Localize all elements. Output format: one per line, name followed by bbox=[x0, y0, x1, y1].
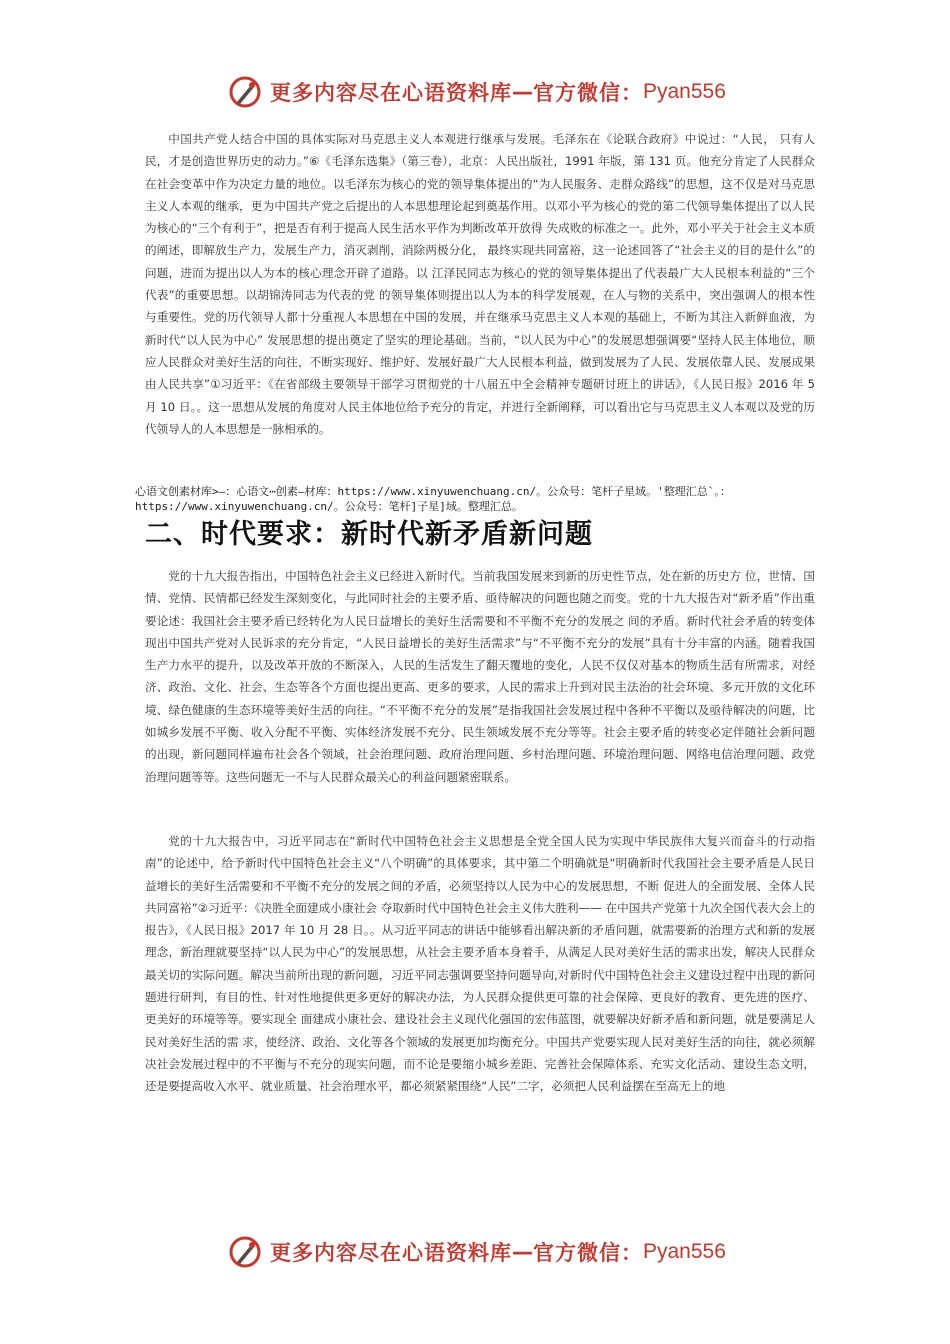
section-heading: 二、时代要求：新时代新矛盾新问题 bbox=[145, 519, 593, 550]
banner-title: 更多内容尽在心语资料库 bbox=[270, 80, 512, 105]
banner-separator: — bbox=[512, 1240, 533, 1264]
pen-circle-logo-icon bbox=[228, 1235, 262, 1269]
body-paragraph-3: 党的十九大报告中，习近平同志在“新时代中国特色社会主义思想是全党全国人民为实现中华民族伟大复兴而奋斗的行动指南”的论述中，给予新时代中国特色社会主义“八个明确”的具体要求，其中第二个明确就是“明确新时代我国社会主要矛盾是人民日益增长的美好生活需要和不平衡不充分的发展之间的矛盾，必须坚持以人民为中心的发展思想，不断 促进人的全面发展、全体人民共同富裕”②习近平：《决胜全面建成小康社会 夺取新时代中国特色社会主义伟大胜利—— 在中国共产党第十九次全国代表大会上的报告》，《人民日报》2017 年 10 月 28 日。。从习近平同志的讲话中能够看出解决新的矛盾问题，就需要新的治理方式和新的发展理念，新治理就要坚持“以人民为中心”的发展思想，从社会主要矛盾本身着手，从满足人民对美好生活的需求出发，解决人民群众最关切的实际问题。解决当前所出现的新问题，习近平同志强调要坚持问题导向,对新时代中国特色社会主义建设过程中出现的新问题进行研判，有目的性、针对性地提供更多更好的解决办法，为人民群众提供更可靠的社会保障、更良好的教育、更先进的医疗、更美好的环境等等。要实现全 面建成小康社会、建设社会主义现代化强国的宏伟蓝图，就要解决好新矛盾和新问题，就是要满足人民对美好生活的需 求，使经济、政治、文化等各个领域的发展更加均衡充分。中国共产党要实现人民对美好生活的向往，就必须解决社会发展过程中的不平衡与不充分的现实问题，而不论是要缩小城乡差距、完善社会保障体系、充实文化活动、建设生态文明，还是要提高收入水平、就业质量、社会治理水平，都必须紧紧围绕“人民”二字，必须把人民利益摆在至高无上的地 bbox=[145, 834, 815, 1094]
body-paragraph-2: 党的十九大报告指出，中国特色社会主义已经进入新时代。当前我国发展来到新的历史性节点，处在新的历史方 位，世情、国情、党情、民情都已经发生深刻变化，与此同时社会的主要矛盾、亟待解决的问题也随之而变。党的十九大报告对“新矛盾”作出重要论述：我国社会主要矛盾已经转化为人民日益增长的美好生活需要和不平衡不充分的发展之 间的矛盾。新时代社会矛盾的转变体现出中国共产党对人民诉求的充分肯定，“人民日益增长的美好生活需求”与“不平衡不充分的发展”具有十分丰富的内涵。随着我国生产力水平的提升，以及改革开放的不断深入，人民的生活发生了翻天覆地的变化，人民不仅仅对基本的物质生活有所需求，对经济、政治、文化、社会、生态等各个方面也提出更高、更多的要求，人民的需求上升到对民主法治的社会环境、多元开放的文化环境、绿色健康的生态环境等美好生活的向往。“不平衡不充分的发展”是指我国社会发展过程中各种不平衡以及亟待解决的问题，比如城乡发展不平衡、收入分配不平衡、实体经济发展不充分、民生领域发展不充分等等。社会主要矛盾的转变必定伴随社会新问题的出现，新问题同样遍布社会各个领域，社会治理问题、政府治理问题、乡村治理问题、环境治理问题、网络电信治理问题、政党治理问题等等。这些问题无一不与人民群众最关心的利益问题紧密联系。 bbox=[145, 569, 815, 784]
banner-wechat-id: Pyan556 bbox=[643, 1240, 726, 1263]
banner-label: 官方微信： bbox=[533, 1240, 643, 1265]
pen-circle-logo-icon bbox=[228, 75, 262, 109]
source-note: 心语文创素材库>—：心语文⋯创素—材库：https://www.xinyuwenchuang.cn/。公众号：笔杆子星域。'整理汇总`。：https://www.xinyuwenchuang.cn/。公众号：笔杆]子星]域。整理汇总。 bbox=[135, 485, 731, 513]
footer-banner bbox=[228, 1232, 728, 1272]
header-banner bbox=[228, 72, 728, 112]
body-paragraph-1: 中国共产党人结合中国的具体实际对马克思主义人本观进行继承与发展。毛泽东在《论联合政府》中说过：“人民， 只有人民，才是创造世界历史的动力。”⑥《毛泽东选集》（第三卷），北京：人民出版社，1991 年版，第 131 页。他充分肯定了人民群众在社会变革中作为决定力量的地位。以毛泽东为核心的党的领导集体提出的“为人民服务、走群众路线”的思想，这不仅是对马克思主义人本观的继承，更为中国共产党之后提出的人本思想理论起到奠基作用。以邓小平为核心的党的第二代领导集体提出了以人民为核心的“三个有利于”，把是否有利于提高人民生活水平作为判断改革开放得 失成败的标准之一。此外，邓小平关于社会主义本质的阐述，即解放生产力，发展生产力，消灭剥削，消除两极分化， 最终实现共同富裕，这一论述回答了“社会主义的目的是什么”的问题，进而为提出以人为本的核心理念开辟了道路。以 江泽民同志为核心的党的领导集体提出了代表最广大人民根本利益的“三个代表”的重要思想。以胡锦涛同志为代表的党 的领导集体则提出以人为本的科学发展观，在人与物的关系中，突出强调人的根本性与重要性。党的历代领导人都十分重视人本思想在中国的发展，并在继承马克思主义人本观的基础上，不断为其注入新鲜血液，为新时代“以人民为中心” 发展思想的提出奠定了坚实的理论基础。当前，“以人民为中心”的发展思想强调要“坚持人民主体地位，顺应人民群众对美好生活的向往，不断实现好、维护好、发展好最广大人民根本利益，做到发展为了人民、发展依靠人民、发展成果由人民共享”①习近平：《在省部级主要领导干部学习贯彻党的十八届五中全会精神专题研讨班上的讲话》，《人民日报》2016 年 5 月 10 日。。这一思想从发展的角度对人民主体地位给予充分的肯定，并进行全新阐释，可以看出它与马克思主义人本观以及党的历代领导人的人本思想是一脉相承的。 bbox=[145, 132, 815, 436]
banner-label: 官方微信： bbox=[533, 80, 643, 105]
banner-separator: — bbox=[512, 80, 533, 104]
banner-title: 更多内容尽在心语资料库 bbox=[270, 1240, 512, 1265]
banner-wechat-id: Pyan556 bbox=[643, 80, 726, 103]
